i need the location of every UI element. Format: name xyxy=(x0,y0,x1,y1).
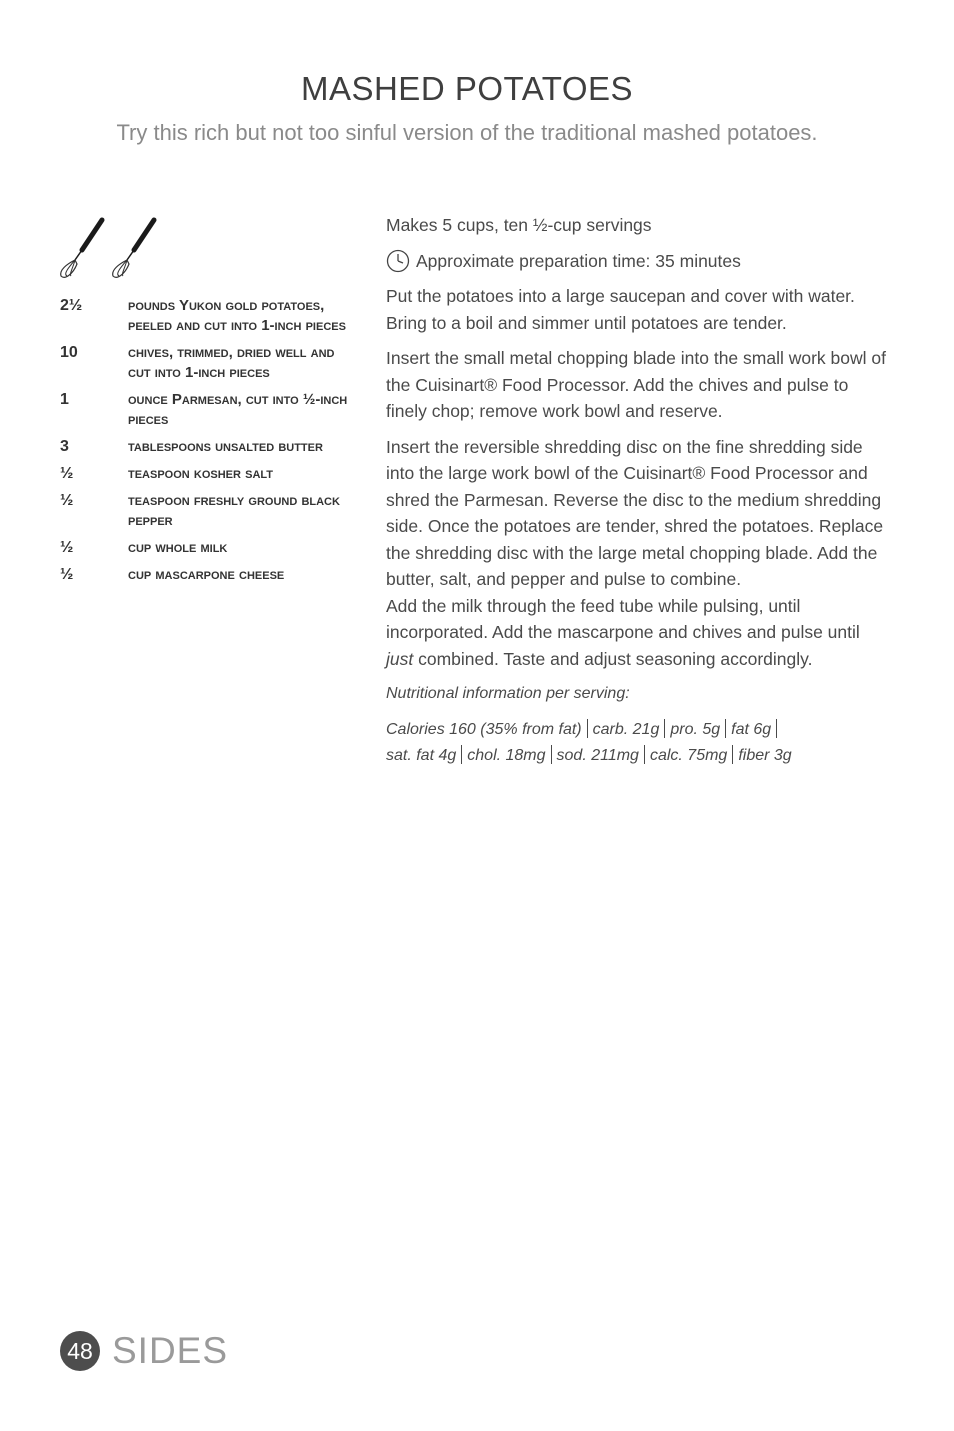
nutrition-value: carb. 21g xyxy=(592,720,660,738)
ingredient-quantity: 3 xyxy=(60,438,69,455)
ingredient-name: chives, trimmed, dried well and cut into 1-inch pieces xyxy=(128,344,335,381)
nutrition-value: fat 6g xyxy=(731,720,772,738)
nutrition-value: fiber 3g xyxy=(738,746,792,764)
ingredient-name: teaspoon freshly ground black pepper xyxy=(128,492,340,529)
page-number: 48 xyxy=(60,1331,100,1371)
nutrition-value: sat. fat 4g xyxy=(386,746,457,764)
divider xyxy=(732,745,733,764)
ingredient-row xyxy=(60,343,360,383)
ingredient-row xyxy=(60,464,360,484)
ingredient-row xyxy=(60,538,360,558)
step-4-text-a: Add the milk through the feed tube while pulsing, until incorporated. Add the mascarpone and chives and pulse until xyxy=(386,595,860,642)
recipe-yield: Makes 5 cups, ten ½-cup servings xyxy=(386,215,652,235)
ingredient-row xyxy=(60,565,360,585)
ingredient-quantity: ½ xyxy=(60,566,74,583)
step-1: Put the potatoes into a large saucepan and cover with water. Bring to a boil and simmer until potatoes are tender. xyxy=(386,286,855,333)
prep-time-row xyxy=(386,248,886,275)
step-3-text: Insert the reversible shredding disc on the fine shredding side into the large work bowl of the Cuisinart® Food Processor and shred the Parmesan. Reverse the disc to the medium shredding side. Once the potatoes are tender, shred the potatoes. Replace the shredding disc with the large metal chopping blade. Add the butter, salt, and pepper and pulse to combine. xyxy=(386,436,884,589)
page-footer xyxy=(60,1330,228,1372)
recipe-instructions xyxy=(386,212,886,778)
ingredient-name: cup mascarpone cheese xyxy=(128,566,285,583)
divider xyxy=(664,719,665,738)
ingredient-name: tablespoons unsalted butter xyxy=(128,438,323,455)
nutrition-value: chol. 18mg xyxy=(467,746,546,764)
ingredient-quantity: ½ xyxy=(60,492,74,509)
ingredient-row xyxy=(60,390,360,430)
ingredient-quantity: 2½ xyxy=(60,297,83,314)
divider xyxy=(587,719,588,738)
step-3 xyxy=(386,434,886,593)
ingredient-row xyxy=(60,491,360,531)
nutrition-value: sod. 211mg xyxy=(556,746,639,764)
divider xyxy=(644,745,645,764)
ingredient-row xyxy=(60,437,360,457)
ingredient-row xyxy=(60,296,360,336)
ingredient-name: pounds Yukon gold potatoes, peeled and cut into 1-inch pieces xyxy=(128,297,346,334)
divider xyxy=(461,745,462,764)
nutrition-label: Nutritional information per serving: xyxy=(386,685,630,702)
nutrition-value: calc. 75mg xyxy=(649,746,728,764)
ingredient-quantity: 1 xyxy=(60,391,69,408)
ingredient-name: cup whole milk xyxy=(128,539,228,556)
clock-icon xyxy=(386,249,410,273)
divider xyxy=(551,745,552,764)
ingredient-quantity: ½ xyxy=(60,465,74,482)
recipe-title: MASHED POTATOES xyxy=(300,70,634,107)
divider xyxy=(725,719,726,738)
section-title: SIDES xyxy=(112,1330,229,1371)
step-4 xyxy=(386,593,886,673)
ingredient-name: teaspoon kosher salt xyxy=(128,465,274,482)
ingredient-name: ounce Parmesan, cut into ½-inch pieces xyxy=(128,391,348,428)
step-4-emphasis: just xyxy=(386,648,414,669)
nutrition-value: pro. 5g xyxy=(670,720,721,738)
whisk-icon xyxy=(61,220,102,277)
nutrition-value: Calories 160 (35% from fat) xyxy=(386,720,582,738)
step-2: Insert the small metal chopping blade into the small work bowl of the Cuisinart® Food Processor. Add the chives and pulse to finely chop; remove work bowl and reserve. xyxy=(386,348,886,421)
whisk-icon xyxy=(113,220,154,277)
ingredient-quantity: 10 xyxy=(60,344,78,361)
nutrition-values xyxy=(386,717,886,769)
ingredient-list xyxy=(60,296,360,592)
step-4-text-b: combined. Taste and adjust seasoning accordingly. xyxy=(418,648,813,669)
ingredient-quantity: ½ xyxy=(60,539,74,556)
prep-time: Approximate preparation time: 35 minutes xyxy=(416,250,741,271)
divider xyxy=(776,719,777,738)
difficulty-rating xyxy=(57,212,167,282)
recipe-subtitle: Try this rich but not too sinful version of the traditional mashed potatoes. xyxy=(116,120,818,145)
